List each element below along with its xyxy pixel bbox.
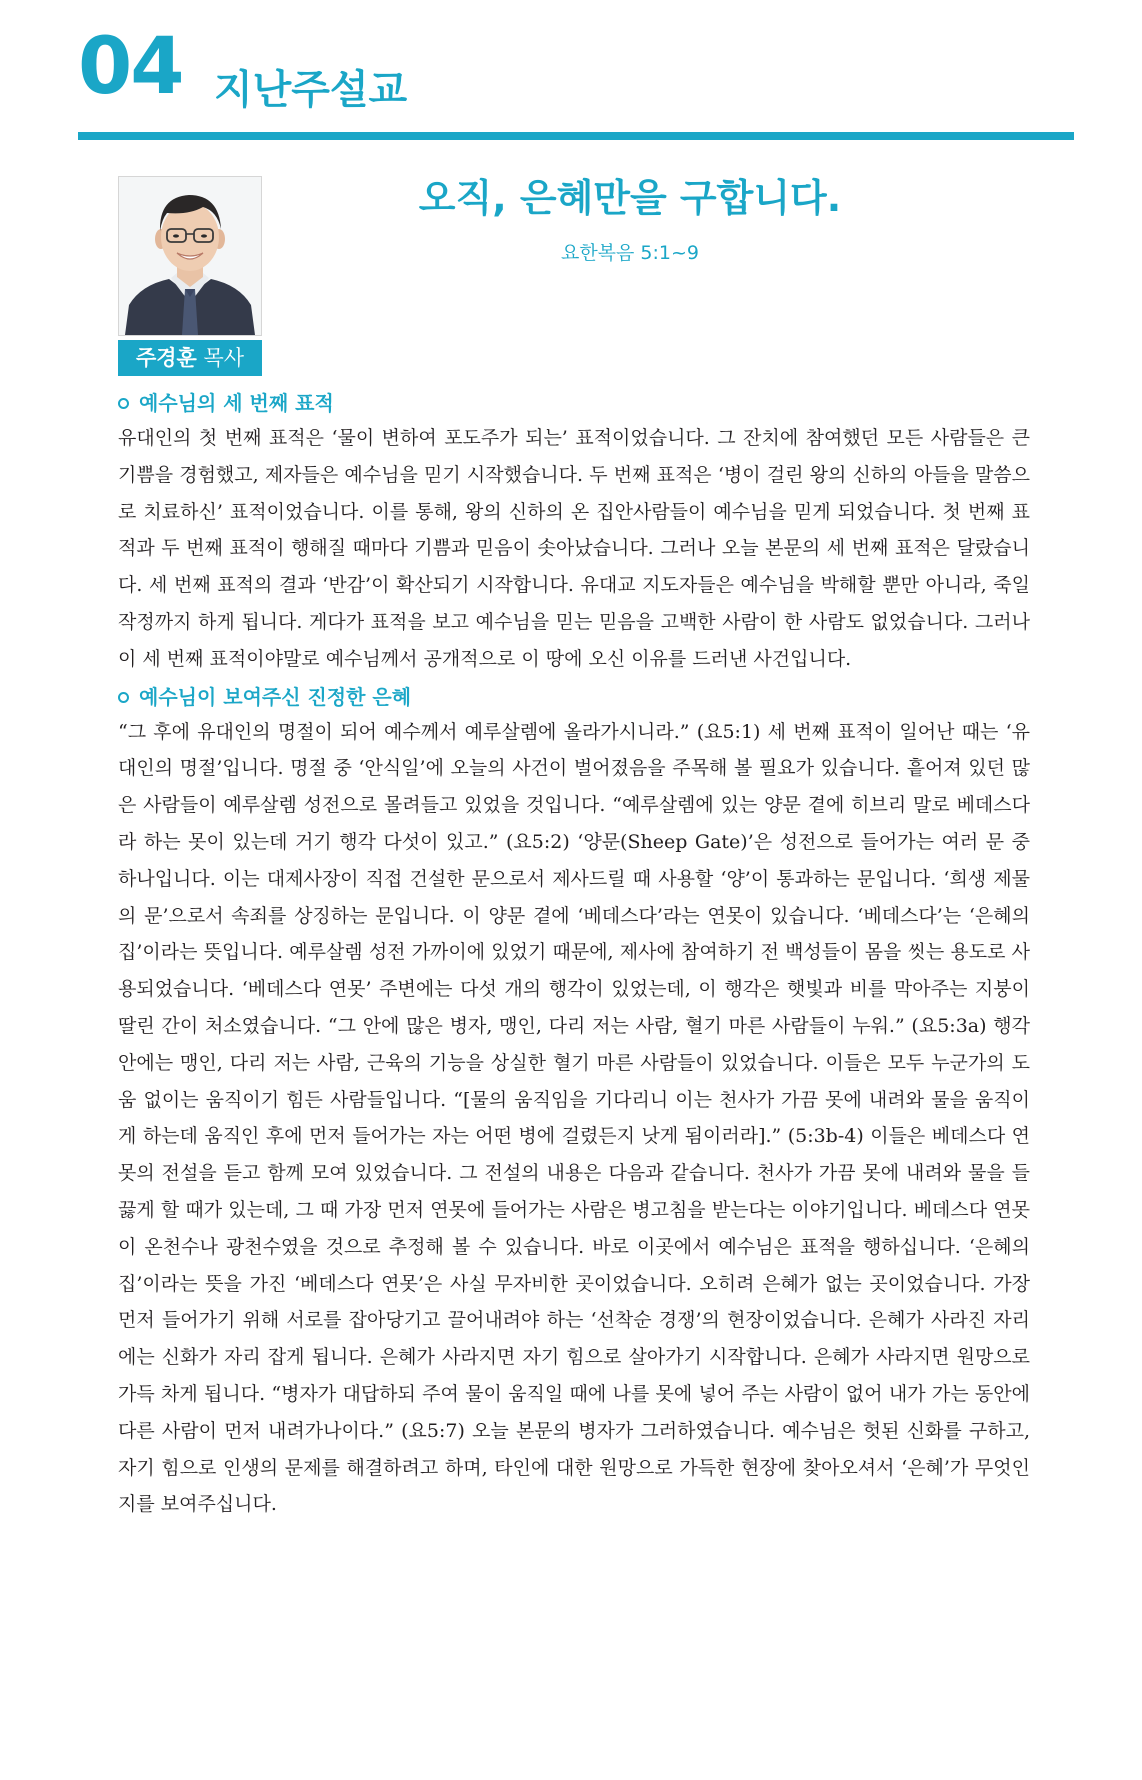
paragraph: “그 후에 유대인의 명절이 되어 예수께서 예루살렘에 올라가시니라.” (요5:1) 세 번째 표적이 일어난 때는 ‘유대인의 명절’입니다. 명절 중 ‘안식일’에 오늘의 사건이 벌어졌음을 주목해 볼 필요가 있습니다. 흩어져 있던 많은 사람들이 예루살렘 성전으로 몰려들고 있었을 것입니다. “예루살렘에 있는 양문 곁에 히브리 말로 베데스다라 하는 못이 있는데 거기 행각 다섯이 있고.” (요5:2) ‘양문(Sheep Gate)’은 성전으로 들어가는 여러 문 중 하나입니다. 이는 대제사장이 직접 건설한 문으로서 제사드릴 때 사용할 ‘양’이 통과하는 문입니다. ‘희생 제물의 문’으로서 속죄를 상징하는 문입니다. 이 양문 곁에 ‘베데스다’라는 연못이 있습니다. ‘베데스다’는 ‘은혜의 집’이라는 뜻입니다. 예루살렘 성전 가까이에 있었기 때문에, 제사에 참여하기 전 백성들이 몸을 씻는 용도로 사용되었습니다. ‘베데스다 연못’ 주변에는 다섯 개의 행각이 있었는데, 이 행각은 햇빛과 비를 막아주는 지붕이 딸린 간이 처소였습니다. “그 안에 많은 병자, 맹인, 다리 저는 사람, 혈기 마른 사람들이 누워.” (요5:3a) 행각 안에는 맹인, 다리 저는 사람, 근육의 기능을 상실한 혈기 마른 사람들이 있었습니다. 이들은 모두 누군가의 도움 없이는 움직이기 힘든 사람들입니다. “[물의 움직임을 기다리니 이는 천사가 가끔 못에 내려와 물을 움직이게 하는데 움직인 후에 먼저 들어가는 자는 어떤 병에 걸렸든지 낫게 됨이러라].” (5:3b-4) 이들은 베데스다 연못의 전설을 듣고 함께 모여 있었습니다. 그 전설의 내용은 다음과 같습니다. 천사가 가끔 못에 내려와 물을 들끓게 할 때가 있는데, 그 때 가장 먼저 연못에 들어가는 사람은 병고침을 받는다는 이야기입니다. 베데스다 연못이 온천수나 광천수였을 것으로 추정해 볼 수 있습니다. 바로 이곳에서 예수님은 표적을 행하십니다. ‘은혜의 집’이라는 뜻을 가진 ‘베데스다 연못’은 사실 무자비한 곳이었습니다. 오히려 은혜가 없는 곳이었습니다. 가장 먼저 들어가기 위해 서로를 잡아당기고 끌어내려야 하는 ‘선착순 경쟁’의 현장이었습니다. 은혜가 사라진 자리에는 신화가 자리 잡게 됩니다. 은혜가 사라지면 자기 힘으로 살아가기 시작합니다. 은혜가 사라지면 원망으로 가득 차게 됩니다. “병자가 대답하되 주여 물이 움직일 때에 나를 못에 넣어 주는 사람이 없어 내가 가는 동안에 다른 사람이 먼저 내려가나이다.” (요5:7) 오늘 본문의 병자가 그러하였습니다. 예수님은 헛된 신화를 구하고, 자기 힘으로 인생의 문제를 해결하려고 하며, 타인에 대한 원망으로 가득한 현장에 찾아오셔서 ‘은혜’가 무엇인지를 보여주십니다. — [118, 720, 1030, 1516]
section-number: 04 — [78, 22, 183, 112]
preacher-portrait-icon — [119, 177, 261, 335]
sub-heading — [118, 386, 1030, 420]
sermon-title: 오직, 은혜만을 구합니다. — [418, 176, 842, 220]
header-divider — [78, 132, 1074, 140]
preacher-title: 목사 — [203, 346, 245, 370]
sub-heading-text: 예수님의 세 번째 표적 — [139, 391, 334, 415]
circle-bullet-icon — [118, 398, 129, 409]
sub-heading — [118, 680, 1030, 714]
sub-heading-text: 예수님이 보여주신 진정한 은혜 — [139, 684, 412, 709]
preacher-name: 주경훈 — [135, 346, 197, 370]
preacher-photo — [118, 176, 262, 336]
sermon-body — [118, 386, 1030, 1523]
scripture-reference: 요한복음 5:1~9 — [560, 242, 700, 264]
section-header — [78, 22, 1074, 124]
preacher-name-tag — [118, 340, 262, 376]
section-title: 지난주설교 — [214, 67, 408, 113]
circle-bullet-icon — [118, 692, 129, 703]
paragraph: 유대인의 첫 번째 표적은 ‘물이 변하여 포도주가 되는’ 표적이었습니다. 그 잔치에 참여했던 모든 사람들은 큰 기쁨을 경험했고, 제자들은 예수님을 믿기 시작했습니다. 두 번째 표적은 ‘병이 걸린 왕의 신하의 아들을 말씀으로 치료하신’ 표적이었습니다. 이를 통해, 왕의 신하의 온 집안사람들이 예수님을 믿게 되었습니다. 첫 번째 표적과 두 번째 표적이 행해질 때마다 기쁨과 믿음이 솟아났습니다. 그러나 오늘 본문의 세 번째 표적은 달랐습니다. 세 번째 표적의 결과 ‘반감’이 확산되기 시작합니다. 유대교 지도자들은 예수님을 박해할 뿐만 아니라, 죽일 작정까지 하게 됩니다. 게다가 표적을 보고 예수님을 믿는 믿음을 고백한 사람이 한 사람도 없었습니다. 그러나 이 세 번째 표적이야말로 예수님께서 공개적으로 이 땅에 오신 이유를 드러낸 사건입니다. — [118, 427, 1030, 670]
